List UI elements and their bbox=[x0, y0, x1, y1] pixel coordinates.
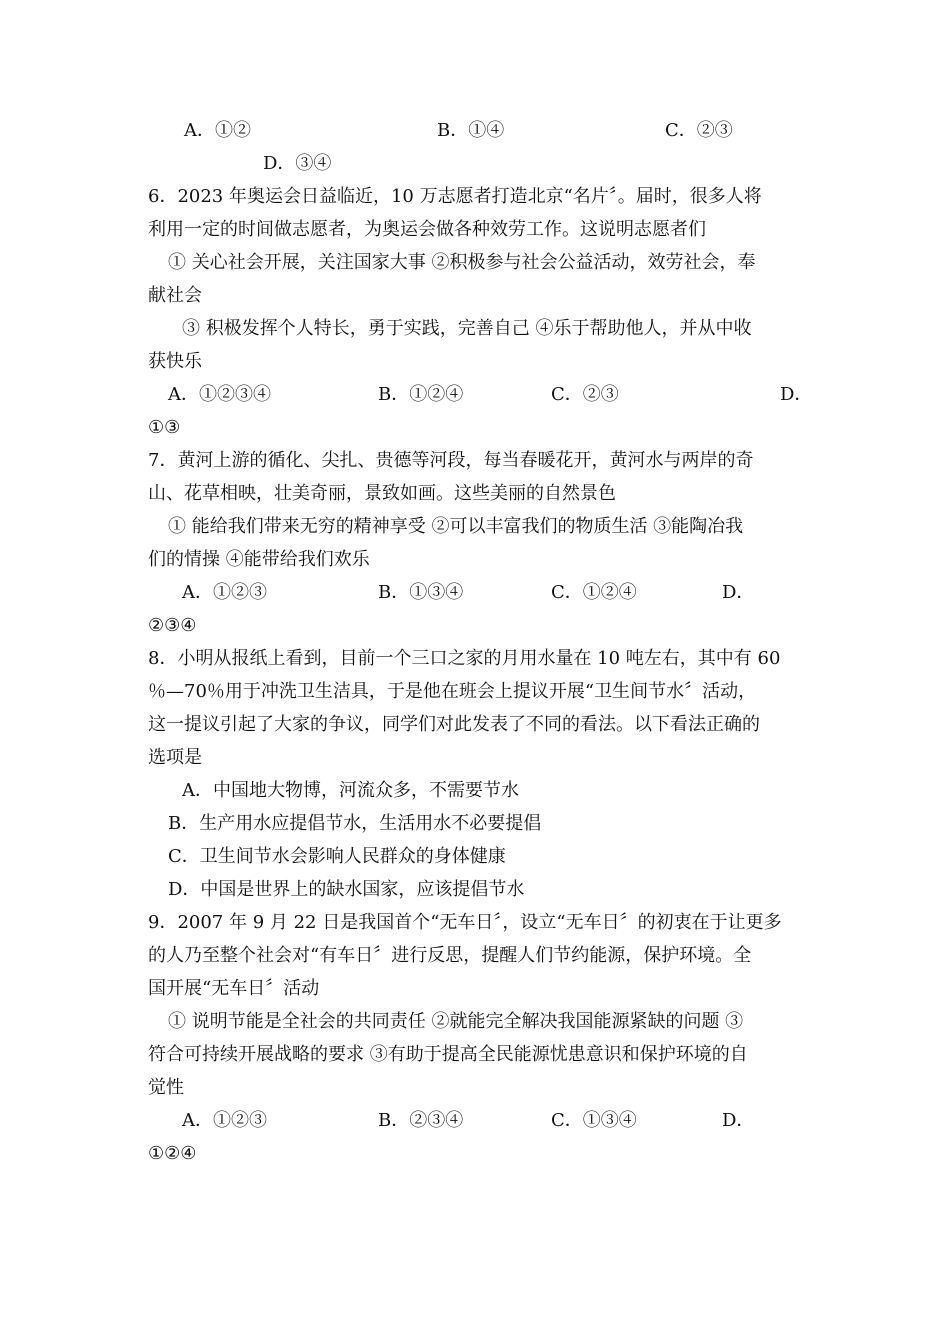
q5-option-d: D．③④ bbox=[263, 153, 332, 174]
q7-items-line-1: ① 能给我们带来无穷的精神享受 ②可以丰富我们的物质生活 ③能陶冶我 bbox=[168, 516, 744, 537]
q7-option-a: A．①②③ bbox=[182, 582, 267, 603]
q9-stem-line-2: 的人乃至整个社会对“有车日〞进行反思，提醒人们节约能源，保护环境。全 bbox=[148, 945, 752, 966]
q8-option-b: B．生产用水应提倡节水，生活用水不必要提倡 bbox=[168, 813, 542, 834]
q8-stem-line-3: 这一提议引起了大家的争议，同学们对此发表了不同的看法。以下看法正确的 bbox=[148, 714, 760, 735]
q7-stem-line-1: 7．黄河上游的循化、尖扎、贵德等河段，每当春暖花开，黄河水与两岸的奇 bbox=[148, 450, 754, 471]
q7-option-c: C．①②④ bbox=[551, 582, 637, 603]
q6-items-line-3: ③ 积极发挥个人特长，勇于实践，完善自己 ④乐于帮助他人，并从中收 bbox=[182, 318, 752, 339]
q6-stem-line-1: 6．2023 年奥运会日益临近，10 万志愿者打造北京“名片〞。届时，很多人将 bbox=[148, 186, 762, 207]
q8-option-d: D．中国是世界上的缺水国家，应该提倡节水 bbox=[168, 879, 525, 900]
q9-option-c: C．①③④ bbox=[551, 1110, 637, 1131]
q6-option-d-label: D． bbox=[780, 384, 813, 405]
q9-items-line-1: ① 说明节能是全社会的共同责任 ②就能完全解决我国能源紧缺的问题 ③ bbox=[168, 1011, 744, 1032]
q9-option-a: A．①②③ bbox=[182, 1110, 267, 1131]
q8-option-c: C．卫生间节水会影响人民群众的身体健康 bbox=[168, 846, 506, 867]
q6-items-line-1: ① 关心社会开展，关注国家大事 ②积极参与社会公益活动，效劳社会，奉 bbox=[168, 252, 756, 273]
q6-items-line-2: 献社会 bbox=[148, 285, 202, 306]
q9-items-line-3: 觉性 bbox=[148, 1077, 184, 1098]
q8-stem-line-4: 选项是 bbox=[148, 747, 202, 768]
q6-items-line-4: 获快乐 bbox=[148, 351, 202, 372]
q5-option-b: B．①④ bbox=[437, 120, 505, 141]
q8-stem-line-2: ％—70％用于冲洗卫生洁具，于是他在班会上提议开展“卫生间节水〞活动， bbox=[148, 681, 757, 702]
q9-items-line-2: 符合可持续开展战略的要求 ③有助于提高全民能源忧患意识和保护环境的自 bbox=[148, 1044, 748, 1065]
q6-option-b: B．①②④ bbox=[378, 384, 464, 405]
q9-option-b: B．②③④ bbox=[378, 1110, 464, 1131]
q9-option-d-value: ①②④ bbox=[148, 1143, 197, 1164]
q7-stem-line-2: 山、花草相映，壮美奇丽，景致如画。这些美丽的自然景色 bbox=[148, 483, 616, 504]
q9-stem-line-1: 9．2007 年 9 月 22 日是我国首个“无车日〞，设立“无车日〞的初衷在于让更多 bbox=[148, 912, 782, 933]
q6-option-c: C．②③ bbox=[551, 384, 619, 405]
q6-option-a: A．①②③④ bbox=[168, 384, 271, 405]
q9-stem-line-3: 国开展“无车日〞活动 bbox=[148, 978, 320, 999]
q8-stem-line-1: 8．小明从报纸上看到，目前一个三口之家的月用水量在 10 吨左右，其中有 60 bbox=[148, 648, 781, 669]
q5-option-c: C．②③ bbox=[665, 120, 733, 141]
q7-items-line-2: 们的情操 ④能带给我们欢乐 bbox=[148, 549, 370, 570]
q5-option-a: A．①② bbox=[184, 120, 251, 141]
q7-option-d-value: ②③④ bbox=[148, 615, 197, 636]
q6-stem-line-2: 利用一定的时间做志愿者，为奥运会做各种效劳工作。这说明志愿者们 bbox=[148, 219, 706, 240]
q9-option-d-label: D． bbox=[722, 1110, 755, 1131]
q7-option-d-label: D． bbox=[722, 582, 755, 603]
q6-option-d-value: ①③ bbox=[148, 417, 181, 438]
q8-option-a: A．中国地大物博，河流众多，不需要节水 bbox=[182, 780, 519, 801]
q7-option-b: B．①③④ bbox=[378, 582, 464, 603]
